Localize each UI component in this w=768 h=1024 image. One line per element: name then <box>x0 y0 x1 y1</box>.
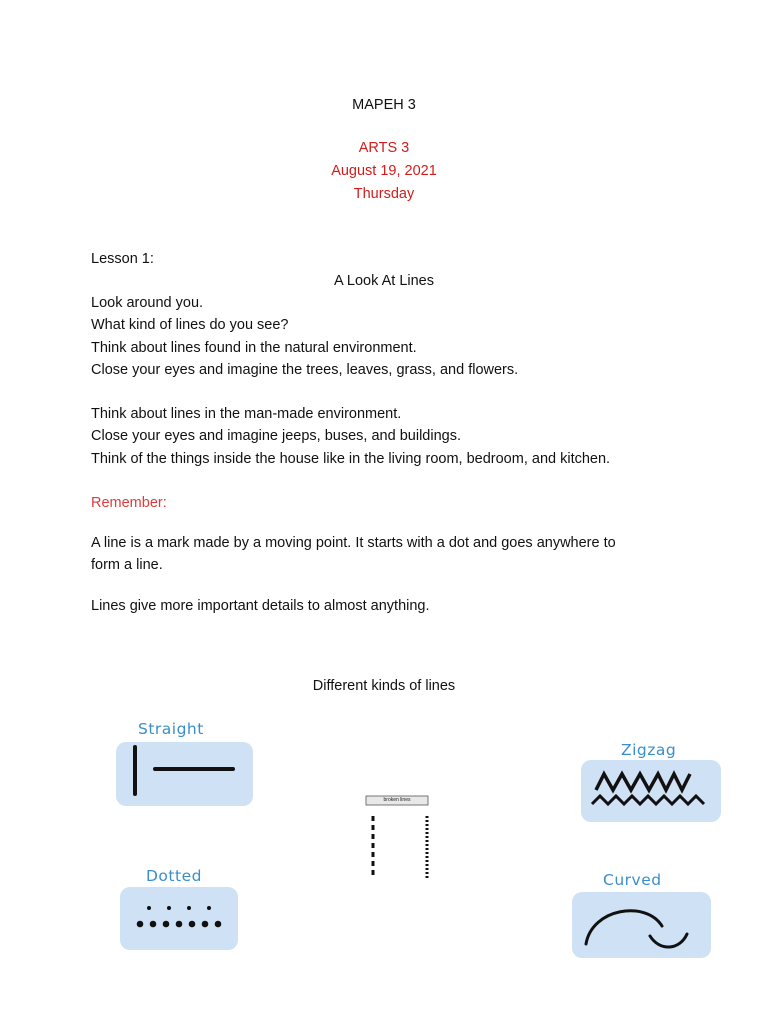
zigzag-lines-icon <box>570 736 735 828</box>
day-heading: Thursday <box>353 186 415 202</box>
lesson-number: Lesson 1: <box>91 251 154 267</box>
zigzag-title: Zigzag <box>621 741 677 759</box>
intro-line: What kind of lines do you see? <box>91 317 289 333</box>
lesson-title: A Look At Lines <box>334 273 434 289</box>
manmade-line: Think about lines in the man-made environment. <box>91 406 402 422</box>
details-line: Lines give more important details to almost anything. <box>91 598 430 614</box>
curved-lines-icon <box>566 866 718 962</box>
figure-title: Different kinds of lines <box>312 678 456 694</box>
dotted-lines-icon <box>98 860 258 960</box>
date-heading: August 19, 2021 <box>331 163 437 179</box>
remember-label: Remember: <box>91 495 167 511</box>
manmade-line: Think of the things inside the house like in the living room, bedroom, and kitchen. <box>91 451 611 467</box>
dotted-card <box>98 860 258 960</box>
broken-lines-icon <box>322 792 472 882</box>
straight-lines-icon <box>92 714 268 824</box>
dotted-title: Dotted <box>146 867 202 885</box>
broken-title: broken lines <box>383 797 411 803</box>
manmade-line: Close your eyes and imagine jeeps, buses, and buildings. <box>91 428 461 444</box>
class-heading: ARTS 3 <box>358 140 410 156</box>
broken-card <box>322 792 472 882</box>
intro-line: Look around you. <box>91 295 204 311</box>
intro-line: Think about lines found in the natural environment. <box>91 340 417 356</box>
curved-card <box>566 866 718 962</box>
curved-title: Curved <box>603 871 662 889</box>
straight-card <box>92 714 268 824</box>
subject-heading: MAPEH 3 <box>352 97 416 113</box>
intro-line: Close your eyes and imagine the trees, leaves, grass, and flowers. <box>91 362 519 378</box>
definition-line: form a line. <box>91 557 163 573</box>
zigzag-card <box>570 736 735 828</box>
definition-line: A line is a mark made by a moving point. It starts with a dot and goes anywhere to <box>91 535 616 551</box>
straight-title: Straight <box>138 720 204 738</box>
